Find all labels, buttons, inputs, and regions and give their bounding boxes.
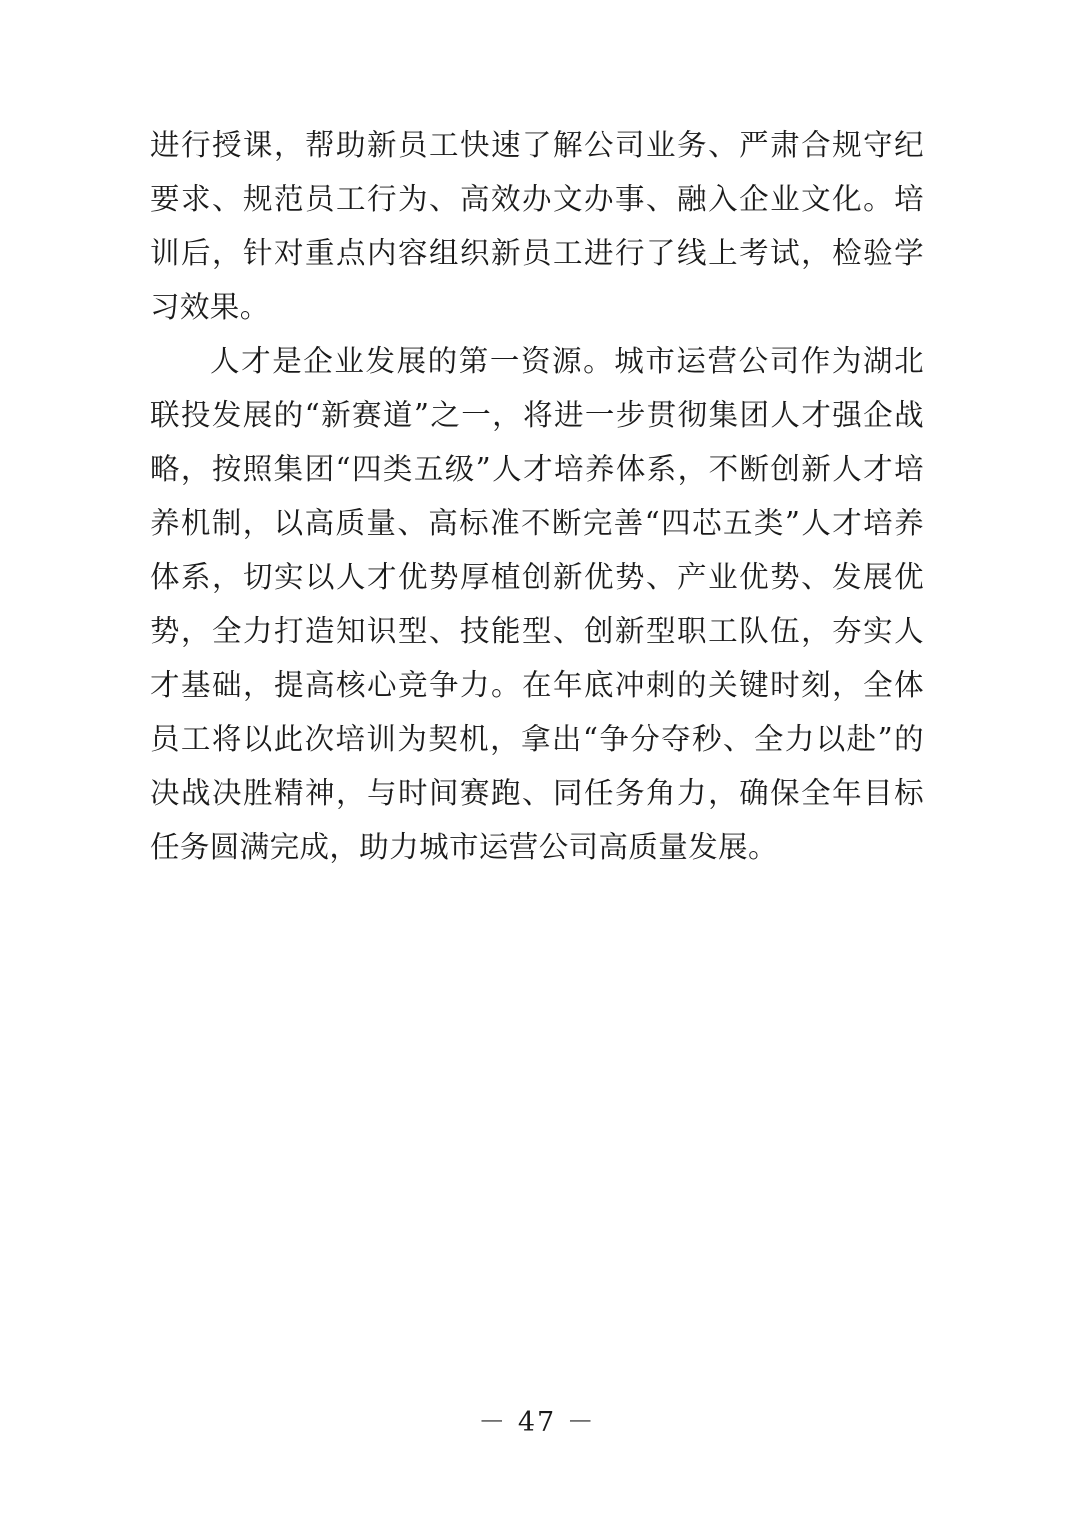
page-number: － 47 － <box>478 1407 596 1438</box>
body-paragraph-2: 人才是企业发展的第一资源。城市运营公司作为湖北联投发展的“新赛道”之一，将进一步贯彻集团人才强企战略，按照集团“四类五级”人才培养体系，不断创新人才培养机制，以高质量、高标准不断完善“四芯五类”人才培养体系，切实以人才优势厚植创新优势、产业优势、发展优势，全力打造知识型、技能型、创新型职工队伍，夯实人才基础，提高核心竞争力。在年底冲刺的关键时刻，全体员工将以此次培训为契机，拿出“争分夺秒、全力以赴”的决战决胜精神，与时间赛跑、同任务角力，确保全年目标任务圆满完成，助力城市运营公司高质量发展。 <box>150 344 924 864</box>
document-body <box>150 118 924 874</box>
body-paragraph-1: 进行授课，帮助新员工快速了解公司业务、严肃合规守纪要求、规范员工行为、高效办文办事、融入企业文化。培训后，针对重点内容组织新员工进行了线上考试，检验学习效果。 <box>150 128 924 324</box>
page-footer <box>0 1400 1074 1439</box>
